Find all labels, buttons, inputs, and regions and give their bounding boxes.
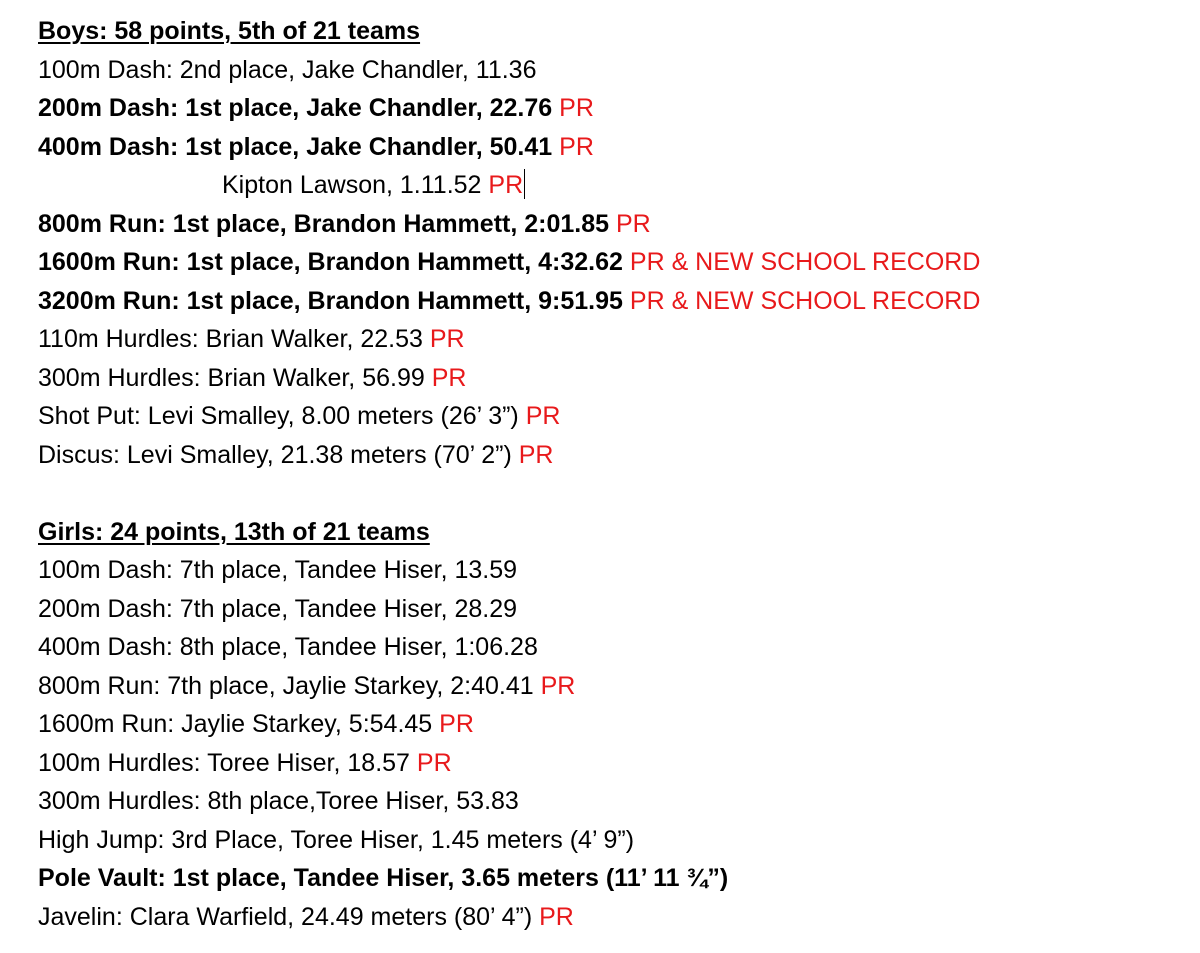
result-note: PR — [488, 171, 524, 199]
result-text: 3200m Run: 1st place, Brandon Hammett, 9:51.95 — [38, 286, 623, 315]
result-text: 1600m Run: 1st place, Brandon Hammett, 4:32.62 — [38, 248, 623, 276]
result-text: 1600m Run: Jaylie Starkey, 5:54.45 — [38, 710, 433, 738]
result-note: PR — [439, 710, 474, 738]
result-note: PR & NEW SCHOOL RECORD — [629, 286, 981, 315]
girls-result-row — [38, 551, 1188, 590]
result-text: Pole Vault: 1st place, Tandee Hiser, 3.65 meters (11’ 11 ¾”) — [38, 864, 729, 892]
result-note: PR — [518, 440, 554, 469]
result-note: PR — [615, 209, 651, 238]
result-text: 400m Dash: 1st place, Jake Chandler, 50.41 — [38, 132, 553, 161]
result-text: 300m Hurdles: 8th place,Toree Hiser, 53.83 — [38, 787, 519, 815]
girls-result-row — [38, 782, 1188, 821]
boys-result-row — [38, 89, 1188, 128]
result-note: PR — [431, 363, 467, 392]
result-text: 110m Hurdles: Brian Walker, 22.53 — [38, 325, 423, 353]
girls-result-row — [38, 821, 1188, 860]
boys-result-row — [38, 320, 1188, 359]
result-text: 300m Hurdles: Brian Walker, 56.99 — [38, 363, 425, 392]
result-text: 400m Dash: 8th place, Tandee Hiser, 1:06.28 — [38, 633, 538, 661]
boys-result-row — [38, 243, 1188, 282]
result-text: Shot Put: Levi Smalley, 8.00 meters (26’ 3”) — [38, 402, 519, 430]
boys-result-row — [38, 397, 1188, 436]
result-text: 100m Dash: 7th place, Tandee Hiser, 13.59 — [38, 556, 518, 584]
boys-result-row — [38, 359, 1188, 398]
girls-result-row — [38, 628, 1188, 667]
result-text: Javelin: Clara Warfield, 24.49 meters (80’ 4”) — [38, 902, 533, 931]
results-document — [38, 12, 1188, 936]
result-note: PR — [540, 671, 576, 700]
result-text: High Jump: 3rd Place, Toree Hiser, 1.45 meters (4’ 9”) — [38, 825, 635, 854]
girls-result-row — [38, 744, 1188, 783]
result-note: PR — [559, 94, 594, 122]
boys-result-row — [38, 128, 1188, 167]
result-note: PR — [416, 748, 452, 777]
result-note: PR & NEW SCHOOL RECORD — [629, 248, 981, 276]
result-note: PR — [559, 132, 594, 161]
result-note: PR — [525, 402, 561, 430]
result-text: 200m Dash: 1st place, Jake Chandler, 22.76 — [38, 94, 553, 122]
boys-result-row — [38, 436, 1188, 475]
boys-result-row — [38, 166, 1188, 205]
girls-result-row — [38, 705, 1188, 744]
result-text: 800m Run: 1st place, Brandon Hammett, 2:01.85 — [38, 209, 610, 238]
result-text: 800m Run: 7th place, Jaylie Starkey, 2:40.41 — [38, 671, 534, 700]
boys-result-row — [38, 282, 1188, 321]
girls-result-row — [38, 898, 1188, 937]
boys-result-row — [38, 205, 1188, 244]
section-spacer — [38, 474, 1188, 513]
girls-heading: Girls: 24 points, 13th of 21 teams — [38, 517, 430, 546]
girls-result-row — [38, 667, 1188, 706]
boys-heading: Boys: 58 points, 5th of 21 teams — [38, 17, 421, 45]
result-text: Discus: Levi Smalley, 21.38 meters (70’ 2”) — [38, 440, 512, 469]
girls-result-row — [38, 590, 1188, 629]
girls-result-row — [38, 859, 1188, 898]
result-text: 100m Hurdles: Toree Hiser, 18.57 — [38, 748, 410, 777]
result-text: Kipton Lawson, 1.11.52 — [222, 171, 482, 199]
result-note: PR — [429, 325, 465, 353]
text-cursor — [524, 169, 525, 199]
result-text: 100m Dash: 2nd place, Jake Chandler, 11.36 — [38, 55, 537, 84]
result-text: 200m Dash: 7th place, Tandee Hiser, 28.29 — [38, 594, 518, 623]
result-note: PR — [539, 902, 574, 931]
boys-result-row — [38, 51, 1188, 90]
